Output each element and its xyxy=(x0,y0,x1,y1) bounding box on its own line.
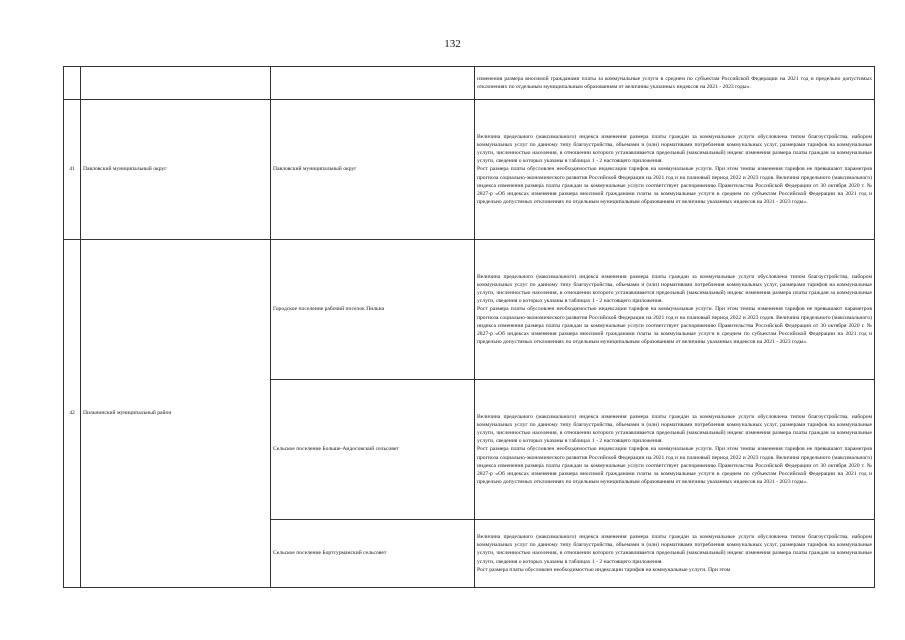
justification-text: изменения размера вносимой гражданами платы за коммунальные услуги в среднем по субъектам Российской Федерации на 2021 год и предельно допустимых отклонениях по отдельным муниципальным образованиям от величины указанных индексов на 2021 - 2023 годы». xyxy=(477,75,872,90)
justification-paragraph-a: Величина предельного (максимального) индекса изменения размера платы граждан за коммунальные услуги обусловлена типом благоустройства, набором коммунальных услуг по данному типу благоустройства, объемами и (или) нормативами потребления коммунальных услуг, размерами тарифов на коммунальные услуги, численностью населения, в отношении которого устанавливается предельный (максимальный) индекс изменения размера платы граждан за коммунальные услуги, сведения о которых указаны в таблицах 1 - 2 настоящего приложения. xyxy=(477,534,872,565)
district-cell: Пильнинский муниципальный район xyxy=(81,240,271,588)
justification-paragraph-b: Рост размера платы обусловлен необходимостью индексации тарифов на коммунальные услуги. При этом темпы изменения тарифов не превышают параметров прогноза социально-экономического развития Российской Федерации на 2021 год и на плановый период 2022 и 2023 годов. Величина предельного (максимального) индекса изменения размера платы граждан за коммунальные услуги соответствует распоряжению Правительства Российской Федерации от 30 октября 2020 г. № 2827-р «Об индексах изменения размера вносимой гражданами платы за коммунальные услуги в среднем по субъектам Российской Федерации на 2021 год и предельно допустимых отклонениях по отдельным муниципальным образованиям от величины указанных индексов на 2021 - 2023 годы». xyxy=(477,446,872,486)
page-number: 132 xyxy=(444,38,461,50)
justification-paragraph-a: Величина предельного (максимального) индекса изменения размера платы граждан за коммунальные услуги обусловлена типом благоустройства, набором коммунальных услуг по данному типу благоустройства, объемами и (или) нормативами потребления коммунальных услуг, размерами тарифов на коммунальные услуги, численностью населения, в отношении которого устанавливается предельный (максимальный) индекс изменения размера платы граждан за коммунальные услуги, сведения о которых указаны в таблицах 1 - 2 настоящего приложения. xyxy=(477,273,872,305)
table-row xyxy=(64,67,875,100)
justification-cell xyxy=(475,240,875,380)
settlement-cell: Сельское поселение Бортсурманский сельсовет xyxy=(271,520,475,588)
table-row xyxy=(64,240,875,380)
district-cell: Павловский муниципальный округ xyxy=(81,100,271,240)
justification-cell xyxy=(475,380,875,520)
settlement-cell xyxy=(271,67,475,100)
justification-paragraph-b: Рост размера платы обусловлен необходимостью индексации тарифов на коммунальные услуги. При этом темпы изменения тарифов не превышают параметров прогноза социально-экономического развития Российской Федерации на 2021 год и на плановый период 2022 и 2023 годов. Величина предельного (максимального) индекса изменения размера платы граждан за коммунальные услуги соответствует распоряжению Правительства Российской Федерации от 30 октября 2020 г. № 2827-р «Об индексах изменения размера вносимой гражданами платы за коммунальные услуги в среднем по субъектам Российской Федерации на 2021 год и предельно допустимых отклонениях по отдельным муниципальным образованиям от величины указанных индексов на 2021 - 2023 годы». xyxy=(477,166,872,206)
justification-cell xyxy=(475,67,875,100)
tariff-index-table xyxy=(63,66,875,588)
justification-paragraph-a: Величина предельного (максимального) индекса изменения размера платы граждан за коммунальные услуги обусловлена типом благоустройства, набором коммунальных услуг по данному типу благоустройства, объемами и (или) нормативами потребления коммунальных услуг, размерами тарифов на коммунальные услуги, численностью населения, в отношении которого устанавливается предельный (максимальный) индекс изменения размера платы граждан за коммунальные услуги, сведения о которых указаны в таблицах 1 - 2 настоящего приложения. xyxy=(477,133,872,165)
table-row xyxy=(64,100,875,240)
settlement-cell: Сельское поселение Больше-Андосовский сельсовет xyxy=(271,380,475,520)
settlement-cell: Городское поселение рабочий поселок Пильна xyxy=(271,240,475,380)
settlement-cell: Павловский муниципальный округ xyxy=(271,100,475,240)
row-number-cell xyxy=(64,67,81,100)
justification-paragraph-a: Величина предельного (максимального) индекса изменения размера платы граждан за коммунальные услуги обусловлена типом благоустройства, набором коммунальных услуг по данному типу благоустройства, объемами и (или) нормативами потребления коммунальных услуг, размерами тарифов на коммунальные услуги, численностью населения, в отношении которого устанавливается предельный (максимальный) индекс изменения размера платы граждан за коммунальные услуги, сведения о которых указаны в таблицах 1 - 2 настоящего приложения. xyxy=(477,413,872,445)
justification-cell xyxy=(475,100,875,240)
justification-cell xyxy=(475,520,875,588)
row-number-cell: 42 xyxy=(64,240,81,588)
district-cell xyxy=(81,67,271,100)
justification-paragraph-b: Рост размера платы обусловлен необходимостью индексации тарифов на коммунальные услуги. При этом темпы изменения тарифов не превышают параметров прогноза социально-экономического развития Российской Федерации на 2021 год и на плановый период 2022 и 2023 годов. Величина предельного (максимального) индекса изменения размера платы граждан за коммунальные услуги соответствует распоряжению Правительства Российской Федерации от 30 октября 2020 г. № 2827-р «Об индексах изменения размера вносимой гражданами платы за коммунальные услуги в среднем по субъектам Российской Федерации на 2021 год и предельно допустимых отклонениях по отдельным муниципальным образованиям от величины указанных индексов на 2021 - 2023 годы». xyxy=(477,306,872,346)
justification-paragraph-partial: Рост размера платы обусловлен необходимостью индексации тарифов на коммунальные услуги. При этом xyxy=(477,566,731,573)
row-number-cell: 41 xyxy=(64,100,81,240)
